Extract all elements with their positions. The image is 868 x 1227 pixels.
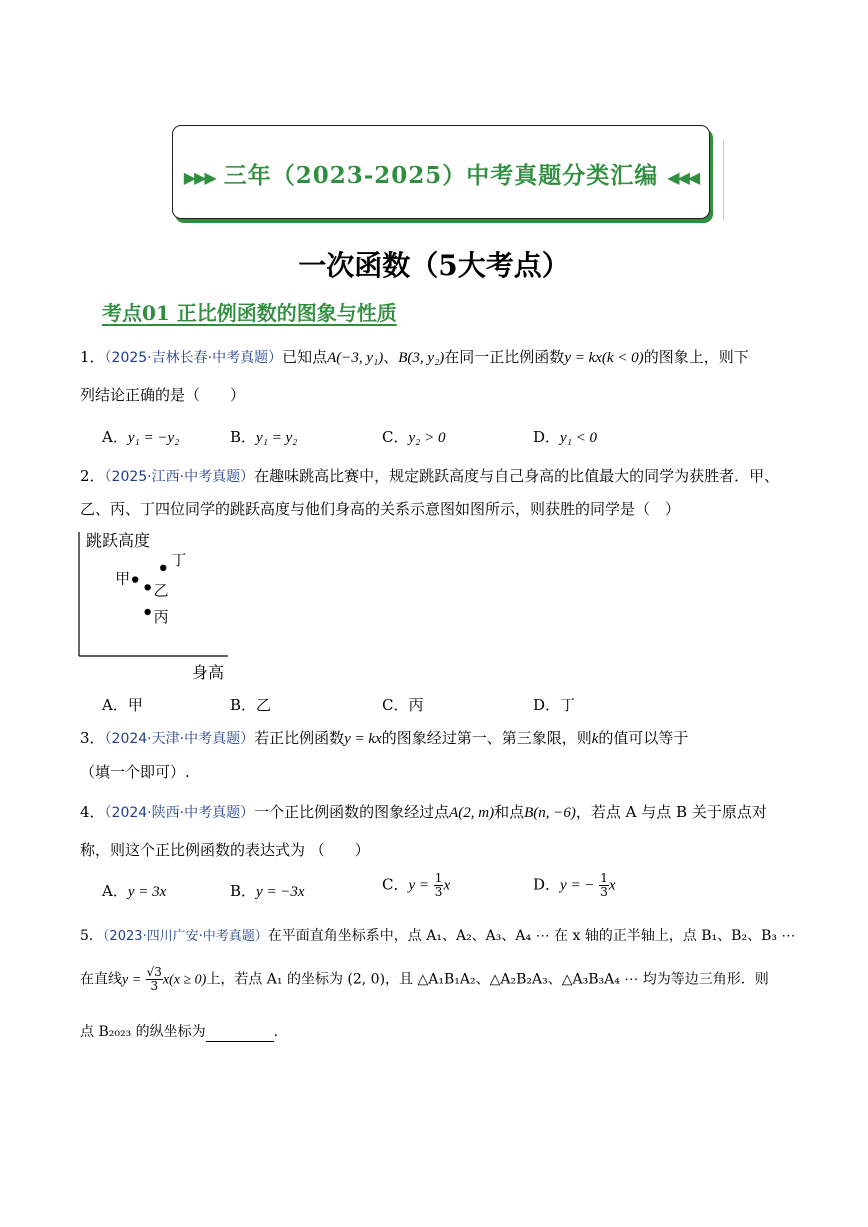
q1-point-a: A(−3, y₁) — [327, 350, 384, 366]
title-banner — [172, 125, 710, 219]
option-suffix: x — [443, 877, 451, 894]
q1-option-d[interactable] — [533, 426, 597, 447]
option-suffix: x — [608, 877, 616, 894]
fraction — [599, 872, 609, 899]
option-label: B． — [230, 428, 257, 446]
q3-line1 — [80, 728, 748, 749]
q2-option-c[interactable] — [382, 694, 424, 715]
q1-option-a[interactable] — [102, 426, 179, 447]
q4-text-c: ，若点 A 与点 B 关于原点对 — [575, 803, 767, 821]
option-prefix: y = − — [560, 877, 595, 894]
q1-point-b: B(3, y₂) — [398, 350, 445, 366]
option-label: B． — [230, 882, 257, 900]
decorative-divider — [723, 140, 725, 220]
q3-text-c: 的值可以等于 — [598, 729, 689, 747]
graph-point-3 — [160, 565, 166, 571]
fraction — [434, 872, 444, 899]
q4-text-b: 和点 — [494, 803, 525, 821]
graph-points — [115, 551, 186, 626]
q3-source: （2024·天津·中考真题） — [104, 731, 255, 747]
q3-k: k — [591, 731, 599, 747]
q5-line2 — [80, 966, 769, 993]
option-prefix: y = — [408, 877, 430, 894]
graph-point-label: 丁 — [171, 550, 187, 569]
q5-text-a: 在平面直角坐标系中，点 A₁、A₂、A₃、A₄ ⋯ 在 x 轴的正半轴上，点 B₁、B₂、B₃ ⋯ — [267, 928, 796, 944]
option-label: B． — [230, 696, 257, 714]
q4-line1 — [80, 802, 767, 823]
option-value: 乙 — [256, 696, 272, 714]
banner-title: 三年（2023-2025）中考真题分类汇编 — [223, 162, 659, 189]
option-value: y = 3x — [127, 884, 167, 900]
q4-source: （2024·陕西·中考真题） — [104, 805, 255, 821]
option-value: y₂ > 0 — [408, 430, 446, 446]
right-arrows-icon: ◀◀◀ — [667, 168, 699, 187]
fraction-numerator: √3 — [146, 965, 162, 979]
q5-line1 — [80, 926, 795, 947]
q4-line2: 称，则这个正比例函数的表达式为 （ ） — [80, 841, 370, 859]
option-label: A． — [102, 696, 128, 714]
option-label: D． — [533, 875, 561, 894]
q3-func: y = kx — [344, 731, 382, 747]
q5-func-suffix: x(x ≥ 0) — [162, 972, 207, 988]
fraction-denominator: 3 — [434, 885, 443, 899]
fraction-numerator: 1 — [434, 871, 443, 885]
option-label: D． — [533, 696, 561, 714]
q3-line2: （填一个即可）. — [80, 763, 190, 781]
q5-answer-blank[interactable] — [206, 1027, 274, 1042]
graph-point-1 — [144, 584, 150, 590]
banner-text-row — [173, 157, 709, 190]
q1-number: 1． — [80, 348, 105, 366]
q4-point-b: B(n, −6) — [524, 805, 576, 821]
q2-line2: 乙、丙、丁四位同学的跳跃高度与他们身高的关系示意图如图所示，则获胜的同学是（ ） — [80, 500, 681, 518]
fraction-numerator: 1 — [600, 871, 608, 885]
q5-line3-a: 点 B₂₀₂₃ 的纵坐标为 — [80, 1024, 206, 1040]
q1-source: （2025·吉林长春·中考真题） — [104, 350, 283, 366]
q2-option-a[interactable] — [102, 694, 143, 715]
q4-number: 4． — [80, 803, 105, 821]
q1-text-b: 在同一正比例函数 — [444, 348, 565, 366]
section-heading: 考点01 正比例函数的图象与性质 — [102, 301, 397, 325]
q4-option-d[interactable] — [533, 872, 616, 899]
option-value: 甲 — [127, 696, 143, 714]
q1-text-a: 已知点 — [282, 348, 328, 366]
q2-line1 — [80, 466, 779, 487]
q2-text-a: 在趣味跳高比赛中，规定跳跃高度与自己身高的比值最大的同学为获胜者．甲、 — [254, 467, 780, 485]
graph-point-label: 乙 — [153, 581, 169, 600]
q2-source: （2025·江西·中考真题） — [104, 469, 255, 485]
q4-option-b[interactable] — [230, 880, 305, 901]
q4-text-a: 一个正比例函数的图象经过点 — [254, 803, 450, 821]
q4-option-c[interactable] — [382, 872, 450, 899]
q1-line1 — [80, 347, 749, 368]
q1-line2: 列结论正确的是（ ） — [80, 386, 246, 404]
q5-line2-b: 上，若点 A₁ 的坐标为 (2, 0)，且 △A₁B₁A₂、△A₂B₂A₃、△A₃B₃A₄ ⋯ 均为等边三角形．则 — [206, 971, 769, 988]
graph-point-0 — [132, 576, 138, 582]
q1-text-c: 的图象上，则下 — [643, 348, 749, 366]
graph-point-label: 丙 — [153, 607, 169, 626]
q3-blank[interactable] — [688, 735, 748, 749]
q2-option-b[interactable] — [230, 694, 271, 715]
q4-option-a[interactable] — [102, 880, 166, 901]
q5-func-prefix: y = — [122, 972, 142, 988]
q5-number: 5． — [80, 928, 103, 944]
option-value: y₁ = −y₂ — [127, 430, 180, 446]
q5-source: （2023·四川广安·中考真题） — [102, 929, 268, 944]
option-label: C． — [382, 875, 409, 894]
graph-point-label: 甲 — [115, 569, 131, 588]
q2-number: 2． — [80, 467, 105, 485]
option-label: C． — [382, 428, 409, 446]
option-value: y = −3x — [256, 884, 305, 900]
option-label: A． — [102, 428, 128, 446]
q1-sep: 、 — [383, 348, 399, 366]
q1-func: y = kx(k < 0) — [564, 350, 644, 366]
q5-line3-b: . — [273, 1024, 279, 1040]
q5-fraction — [146, 966, 163, 993]
graph-point-2 — [144, 609, 150, 615]
option-label: D． — [533, 428, 561, 446]
q5-line2-a: 在直线 — [80, 971, 122, 988]
option-value: y₁ = y₂ — [256, 430, 298, 446]
q3-text-a: 若正比例函数 — [254, 729, 345, 747]
q5-line3 — [80, 1022, 278, 1042]
option-value: y₁ < 0 — [560, 430, 598, 446]
q2-graph — [78, 530, 298, 690]
graph-x-label: 身高 — [192, 663, 225, 682]
fraction-denominator: 3 — [600, 885, 608, 899]
option-value: 丁 — [560, 696, 576, 714]
q2-option-d[interactable] — [533, 694, 575, 715]
option-value: 丙 — [408, 696, 424, 714]
q1-option-c[interactable] — [382, 426, 445, 447]
option-label: A． — [102, 882, 128, 900]
fraction-denominator: 3 — [150, 979, 159, 993]
q1-option-b[interactable] — [230, 426, 297, 447]
left-arrows-icon: ▶▶▶ — [183, 168, 215, 187]
page-title: 一次函数（5大考点） — [298, 249, 570, 282]
option-label: C． — [382, 696, 409, 714]
graph-y-label: 跳跃高度 — [86, 531, 151, 550]
q3-number: 3． — [80, 729, 105, 747]
q4-point-a: A(2, m) — [449, 805, 495, 821]
q3-text-b: 的图象经过第一、第三象限，则 — [381, 729, 592, 747]
